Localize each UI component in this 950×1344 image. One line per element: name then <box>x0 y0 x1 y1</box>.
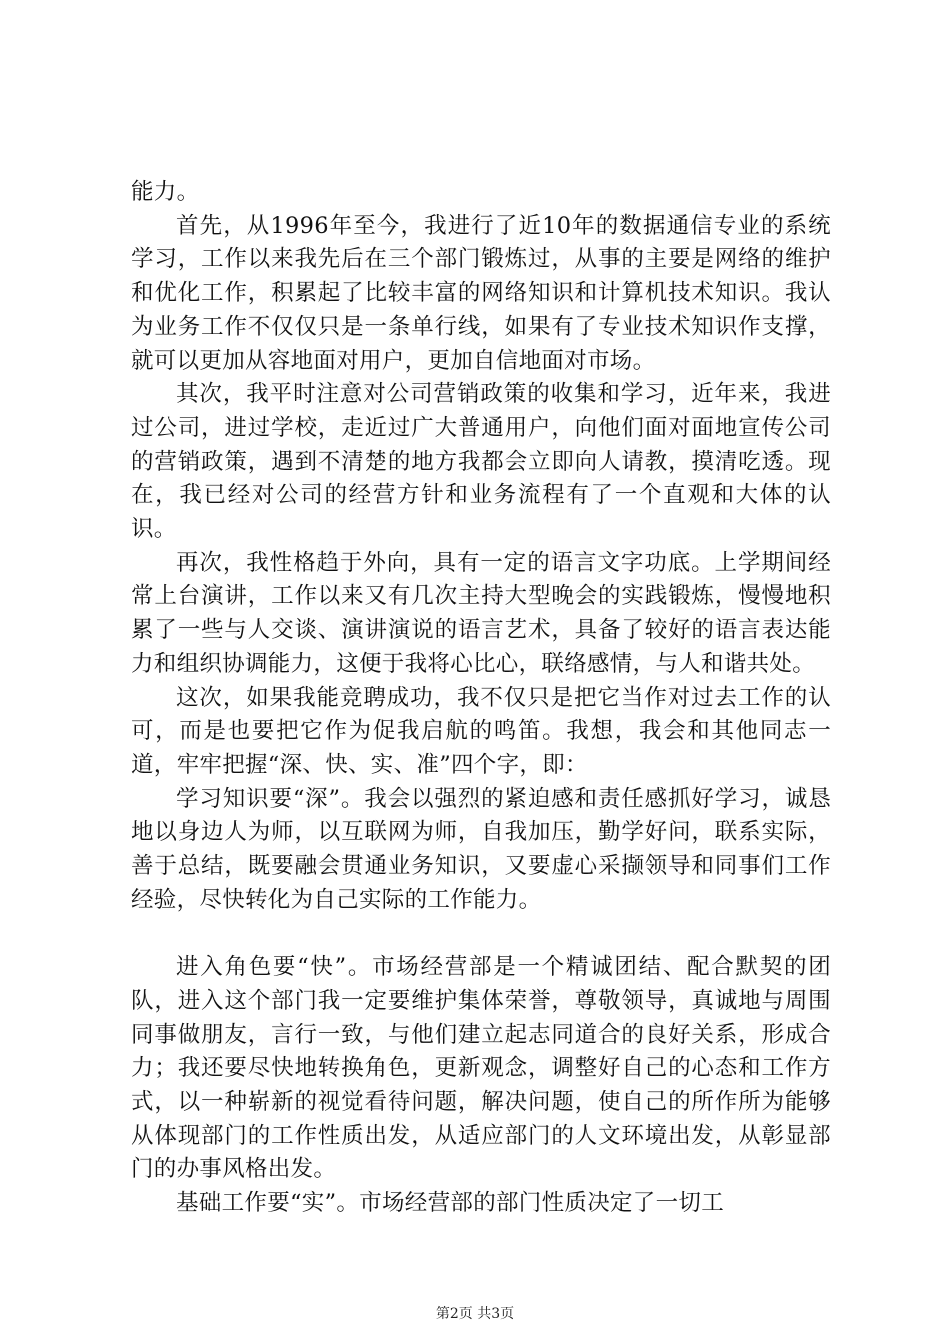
document-body <box>131 176 831 1221</box>
paragraph-learning-deep: 学习知识要“深”。我会以强烈的紧迫感和责任感抓好学习，诚恳地以身边人为师，以互联网为师，自我加压，勤学好问，联系实际，善于总结，既要融会贯通业务知识，又要虚心采撷领导和同事们工作经验，尽快转化为自己实际的工作能力。 <box>131 785 831 913</box>
paragraph-foundation-solid: 基础工作要“实”。市场经营部的部门性质决定了一切工 <box>176 1190 725 1217</box>
paragraph-first-point: 首先，从1996年至今，我进行了近10年的数据通信专业的系统学习，工作以来我先后在三个部门锻炼过，从事的主要是网络的维护和优化工作，积累起了比较丰富的网络知识和计算机技术知识。我认为业务工作不仅仅只是一条单行线，如果有了专业技术知识作支撑，就可以更加从容地面对用户，更加自信地面对市场。 <box>131 212 831 374</box>
paragraph-third-point: 再次，我性格趋于外向，具有一定的语言文字功底。上学期间经常上台演讲，工作以来又有几次主持大型晚会的实践锻炼，慢慢地积累了一些与人交谈、演讲演说的语言艺术，具备了较好的语言表达能力和组织协调能力，这便于我将心比心，联络感情，与人和谐共处。 <box>131 549 831 677</box>
paragraph-second-point: 其次，我平时注意对公司营销政策的收集和学习，近年来，我进过公司，进过学校，走近过广大普通用户，向他们面对面地宣传公司的营销政策，遇到不清楚的地方我都会立即向人请教，摸清吃透。现在，我已经对公司的经营方针和业务流程有了一个直观和大体的认识。 <box>131 381 831 543</box>
paragraph-role-fast: 进入角色要“快”。市场经营部是一个精诚团结、配合默契的团队，进入这个部门我一定要维护集体荣誉，尊敬领导，真诚地与周围同事做朋友，言行一致，与他们建立起志同道合的良好关系，形成合力；我还要尽快地转换角色，更新观念，调整好自己的心态和工作方式，以一种崭新的视觉看待问题，解决问题，使自己的所作所为能够从体现部门的工作性质出发，从适应部门的人文环境出发，从彰显部门的办事风格出发。 <box>131 954 831 1183</box>
page-number-footer: 第2页 共3页 <box>435 1306 515 1322</box>
paragraph-intro-four-words: 这次，如果我能竞聘成功，我不仅只是把它当作对过去工作的认可，而是也要把它作为促我启航的鸣笛。我想，我会和其他同志一道，牢牢把握“深、快、实、准”四个字，即： <box>131 684 831 778</box>
paragraph-continuation: 能力。 <box>131 179 200 205</box>
